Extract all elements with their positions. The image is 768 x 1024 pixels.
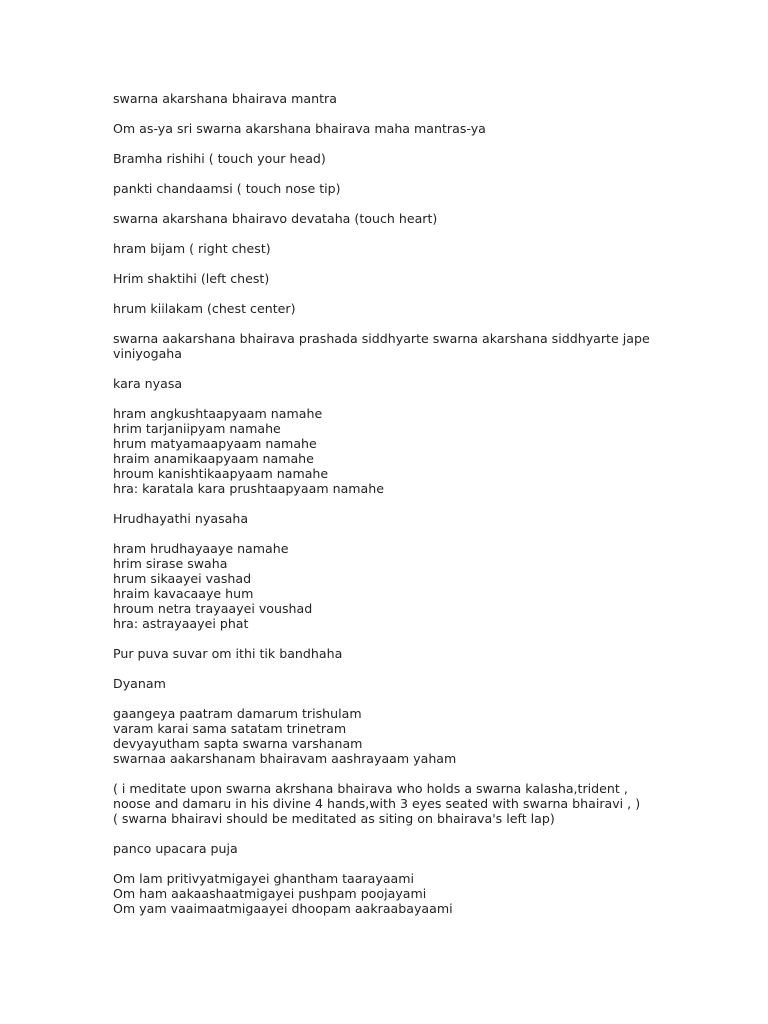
text-line: hram bijam ( right chest) [113, 241, 271, 256]
text-line: devyayutham sapta swarna varshanam [113, 736, 363, 751]
text-line: Pur puva suvar om ithi tik bandhaha [113, 646, 343, 661]
text-line: hrum sikaayei vashad [113, 571, 252, 586]
paragraph [113, 331, 658, 361]
section-heading [113, 841, 658, 856]
text-line: Hrudhayathi nyasaha [113, 511, 249, 526]
text-line: Hrim shaktihi (left chest) [113, 271, 270, 286]
verse-block [113, 541, 658, 631]
paragraph [113, 646, 658, 661]
text-line: Bramha rishihi ( touch your head) [113, 151, 326, 166]
verse-block [113, 871, 658, 916]
document-title [113, 91, 658, 106]
section-heading [113, 376, 658, 391]
text-line: hrum matyamaapyaam namahe [113, 436, 317, 451]
text-line: swarnaa aakarshanam bhairavam aashrayaam yaham [113, 751, 457, 766]
text-line: Om lam pritivyatmigayei ghantham taarayaami [113, 871, 415, 886]
paragraph [113, 301, 658, 316]
text-line: swarna akarshana bhairava mantra [113, 91, 337, 106]
text-line: viniyogaha [113, 346, 183, 361]
text-line: hraim kavacaaye hum [113, 586, 254, 601]
paragraph [113, 241, 658, 256]
paragraph [113, 151, 658, 166]
text-line: pankti chandaamsi ( touch nose tip) [113, 181, 341, 196]
text-line: hra: karatala kara prushtaapyaam namahe [113, 481, 385, 496]
text-line: panco upacara puja [113, 841, 238, 856]
text-line: hraim anamikaapyaam namahe [113, 451, 314, 466]
text-line: gaangeya paatram damarum trishulam [113, 706, 362, 721]
paragraph [113, 271, 658, 286]
text-line: swarna aakarshana bhairava prashada siddhyarte swarna akarshana siddhyarte jape [113, 331, 650, 346]
text-line: Om ham aakaashaatmigayei pushpam poojayami [113, 886, 427, 901]
text-line: swarna akarshana bhairavo devataha (touch heart) [113, 211, 438, 226]
text-line: ( swarna bhairavi should be meditated as siting on bhairava's left lap) [113, 811, 555, 826]
text-line: ( i meditate upon swarna akrshana bhairava who holds a swarna kalasha,trident , [113, 781, 628, 796]
text-line: hroum kanishtikaapyaam namahe [113, 466, 329, 481]
text-line: hrim tarjaniipyam namahe [113, 421, 281, 436]
section-heading [113, 676, 658, 691]
paragraph [113, 181, 658, 196]
text-line: hram hrudhayaaye namahe [113, 541, 289, 556]
text-line: hrum kiilakam (chest center) [113, 301, 296, 316]
text-line: noose and damaru in his divine 4 hands,with 3 eyes seated with swarna bhairavi , ) [113, 796, 641, 811]
document-page [113, 91, 658, 916]
text-line: hram angkushtaapyaam namahe [113, 406, 323, 421]
text-line: hra: astrayaayei phat [113, 616, 249, 631]
text-line: Om yam vaaimaatmigaayei dhoopam aakraabayaami [113, 901, 453, 916]
paragraph [113, 121, 658, 136]
text-line: kara nyasa [113, 376, 183, 391]
paragraph [113, 211, 658, 226]
text-line: Om as-ya sri swarna akarshana bhairava maha mantras-ya [113, 121, 486, 136]
verse-block [113, 706, 658, 766]
text-line: hrim sirase swaha [113, 556, 228, 571]
verse-block [113, 406, 658, 496]
text-line: Dyanam [113, 676, 166, 691]
section-heading [113, 511, 658, 526]
text-line: hroum netra trayaayei voushad [113, 601, 313, 616]
paragraph [113, 781, 658, 826]
text-line: varam karai sama satatam trinetram [113, 721, 347, 736]
